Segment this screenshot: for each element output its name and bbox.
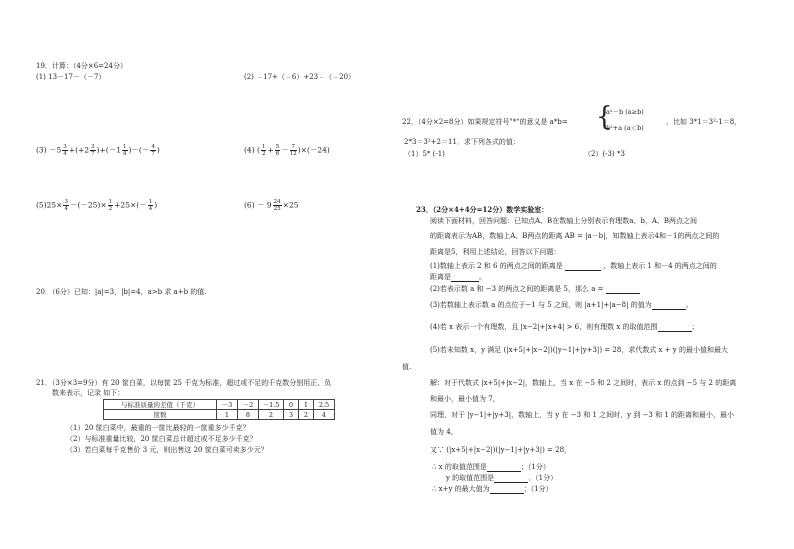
q23-q2: (2)若表示数 a 和 −3 的两点之间的距离是 5，那么 a = [430,285,640,294]
table-cell: 8 [238,410,259,420]
q23-answer-y: y 的取值范围是 ．（1分） [446,474,558,482]
q19-part3: (3) －5 $\frac{3}{4}$ +(+2 $\frac{3}{7}$ )+(－1 $\frac{1}{4}$ )－(－ $\frac{4}{7}$ ) [36,144,160,157]
table-row [104,400,335,410]
fraction: $\frac{1}{2}$ [261,144,266,157]
table-cell: －3 [217,400,238,410]
q22-example: ，比如 3*1＝3²-1＝8， [666,118,742,126]
q23-q1-cont: 距离是 。 [430,273,486,281]
table-cell: －1.5 [259,400,284,410]
fraction: $\frac{3}{4}$ [64,199,68,212]
q22-sub2: （2）(-3) *3 [584,150,625,158]
table-cell: 2.5 [314,400,335,410]
table-row-label: 与标准质量的差值（千克） [104,400,217,410]
q23-solution-5: 又∵ (|x+5|+|x−2|)(|y−1|+|y+3|) = 28， [430,446,572,454]
answer-blank[interactable] [658,324,692,332]
answer-blank[interactable] [606,286,640,294]
q23-answer-x: ∴ x 的取值范围是 ；（1分） [432,463,550,471]
table-cell: 2 [299,410,314,420]
q19-title: 19．计算：（4分×6=24分） [36,62,127,70]
table-cell: 1 [299,400,314,410]
answer-blank[interactable] [451,274,479,282]
q20-text: 20．（6分）已知：|a|=3，|b|=4，a>b 求 a+b 的值. [36,288,207,296]
q23-solution-3: 同理，对于 |y−1|+|y+3|，数轴上，当 y 在 −3 和 1 之间时，y 到 −3 和 1 的距离和最小，最小 [430,411,735,419]
q23-solution-2: 和最小，最小值为 7， [430,395,500,403]
q23-q3: (3)若数轴上表示数 a 的点位于−1 与 5 之间，则 |a+1|+|a−8| 的值为 。 [430,301,693,309]
table-cell: －2 [238,400,259,410]
q23-q1: (1)数轴上表示 2 和 6 的两点之间的距离是 ，数轴上表示 1 和－4 的两点之间的 [430,262,717,270]
q23-line2: 的距离表示为AB，数轴上A、B两点的距离 AB = |a－b|，知数轴上表示4和－1的两点之间的 [430,232,720,240]
q19-part1: (1) 13－17－（－7） [36,73,106,81]
table-row-label: 筐数 [104,410,217,420]
q22-case1: a²－b (a≥b) [606,108,644,116]
fraction: $\frac{3}{4}$ [63,144,67,157]
answer-blank[interactable] [494,475,528,483]
q23-solution-4: 值为 4， [430,428,458,436]
fraction: $\frac{4}{7}$ [151,144,155,157]
q19-part4: (4) ( $\frac{1}{2}$ + $\frac{5}{6}$ － $\frac{7}{12}$ )×(－24) [244,144,330,157]
q23-q5: (5)若未知数 x，y 满足 (|x+5|+|x−2|)(|y−1|+|y+3|) = 28，求代数式 x + y 的最小值和最大 [430,346,728,354]
table-cell: 1 [217,410,238,420]
table-cell: 2 [259,410,284,420]
fraction: $\frac{7}{12}$ [289,144,297,157]
q22-intro: 22．（4分×2=8分）如果规定符号"*"的意义是 a*b= [402,118,568,126]
q19-part2: (2) ﹣17+（﹣6）+23﹣（﹣20） [244,73,356,81]
fraction: $\frac{24}{25}$ [273,199,281,212]
q23-line1: 阅读下面材料，回答问题：已知点A、B在数轴上分别表示有理数a、b，A、B两点之间 [430,217,698,225]
q19-part5: (5)25× $\frac{3}{4}$ －(－25)× $\frac{1}{2}$ +25×(－ $\frac{1}{4}$ ) [36,199,158,212]
table-cell: 3 [284,410,299,420]
fraction: $\frac{3}{7}$ [91,144,95,157]
q21-line1: 21．（3分×3=9分）有 20 筐白菜，以每筐 25 千克为标准，超过或不足的千克数分别用正、负 [36,379,332,387]
answer-blank[interactable] [487,464,521,472]
q21-sub1: （1）20 筐白菜中，最重的一筐比最轻的一筐重多少千克？ [66,424,250,432]
fraction: $\frac{1}{4}$ [148,199,153,212]
q22-sub1: （1）5* (-1) [404,150,445,158]
table-row [104,410,335,420]
q23-line3: 距离是5，利用上述结论，回答以下问题： [430,248,561,256]
q21-sub3: （3）若白菜每千克售价 3 元，则出售这 20 筐白菜可卖多少元？ [66,446,268,454]
q23-q5-cont: 值. [402,363,412,371]
q23-solution-1: 解：对于代数式 |x+5|+|x−2|，数轴上，当 x 在 −5 和 2 之间时，表示 x 的点到 −5 与 2 的距离 [430,379,737,387]
q21-line2: 数来表示，记录 如下： [52,389,125,397]
answer-blank[interactable] [652,302,686,310]
q23-answer-max: ∴ x+y 的最大值为 ；（1分） [432,485,553,493]
table-cell: 0 [284,400,299,410]
table-cell: 4 [314,410,335,420]
answer-blank[interactable] [490,486,524,494]
q23-title: 23．（2分×4+4分=12分）数学实验室： [416,205,549,214]
q19-part6: (6) － 9 $\frac{24}{25}$ ×25 [244,199,299,212]
fraction: $\frac{1}{2}$ [108,199,113,212]
q22-line2: 2*3＝3²+2＝11．求下列各式的值： [404,138,520,146]
fraction: $\frac{1}{4}$ [123,144,127,157]
answer-blank[interactable] [565,263,601,271]
fraction: $\frac{5}{6}$ [275,144,280,157]
brace-symbol: { [596,102,613,132]
q22-case2: b²+a (a＜b) [606,124,644,132]
cabbage-table [103,399,335,420]
q21-sub2: （2）与标准重量比较，20 筐白菜总计超过或不足多少千克？ [66,435,257,443]
q23-q4: (4)若 x 表示一个有理数，且 |x−2|+|x+4| > 6，则有理数 x 的取值范围 ； [430,323,699,331]
